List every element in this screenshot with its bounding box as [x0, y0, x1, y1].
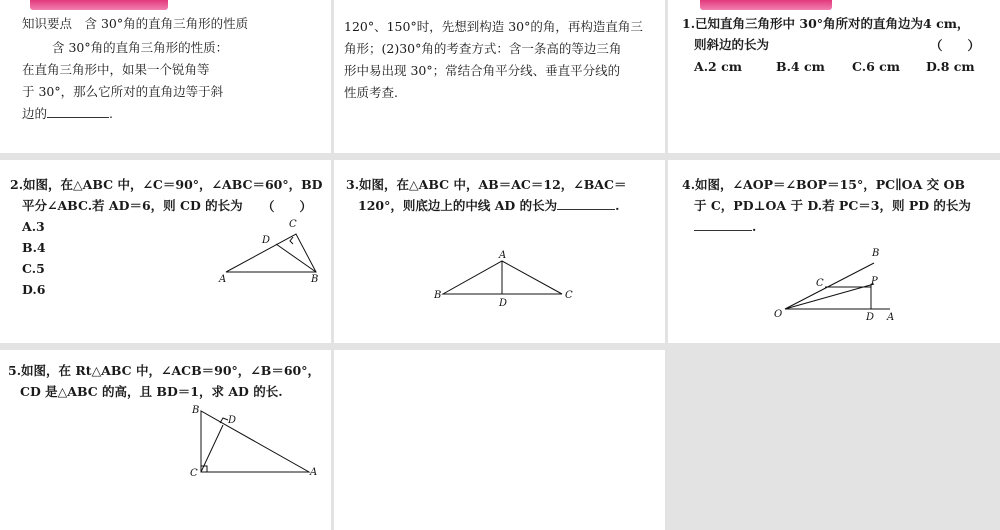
question-4-text: 4.如图，∠AOP＝∠BOP＝15°，PC∥OA 交 OB — [682, 177, 965, 192]
option-a[interactable]: A.3 — [22, 219, 45, 234]
answer-paren[interactable]: （ ） — [262, 199, 313, 214]
question-3-text: 120°，则底边上的中线 AD 的长为 . — [358, 198, 620, 213]
question-5-text: 5.如图，在 Rt△ABC 中，∠ACB＝90°，∠B＝60°， — [8, 363, 320, 378]
method-card — [334, 0, 665, 153]
label-c: C — [816, 278, 824, 289]
label-p: P — [871, 276, 878, 287]
triangle-figure — [334, 160, 665, 343]
option-b[interactable]: B.4 — [22, 240, 46, 255]
question-4-card — [668, 160, 1000, 343]
question-2-text: 2.如图，在△ABC 中，∠C＝90°，∠ABC＝60°，BD — [10, 177, 323, 192]
knowledge-title: 知识要点 含 30°角的直角三角形的性质 — [22, 16, 249, 31]
label-c: C — [565, 290, 573, 301]
triangle-figure — [0, 160, 331, 343]
label-b: B — [434, 290, 442, 301]
label-d: D — [262, 235, 271, 246]
section-banner — [30, 0, 168, 10]
label-d: D — [228, 415, 237, 426]
question-4-text: . — [694, 216, 756, 237]
option-c[interactable]: C.5 — [22, 261, 45, 276]
question-4-text: 于 C，PD⊥OA 于 D.若 PC＝3，则 PD 的长为 — [694, 198, 971, 213]
question-5-card — [0, 350, 331, 530]
option-c[interactable]: C.6 cm — [852, 59, 900, 74]
option-b[interactable]: B.4 cm — [776, 59, 825, 74]
method-text: 120°、150°时，先想到构造 30°的角，再构造直角三 — [344, 19, 643, 34]
method-text: 角形；(2)30°角的考查方式：含一条高的等边三角 — [344, 41, 622, 56]
knowledge-subtitle: 含 30°角的直角三角形的性质： — [52, 40, 229, 55]
label-d: D — [866, 312, 875, 323]
label-b: B — [192, 405, 200, 416]
knowledge-card — [0, 0, 331, 153]
angle-figure — [668, 160, 1000, 343]
question-1-text: 1.已知直角三角形中 30°角所对的直角边为4 cm， — [682, 16, 970, 31]
label-a: A — [310, 467, 318, 478]
label-a: A — [499, 250, 507, 261]
label-c: C — [289, 219, 297, 230]
option-d[interactable]: D.8 cm — [926, 59, 975, 74]
option-a[interactable]: A.2 cm — [694, 59, 742, 74]
label-a: A — [887, 312, 895, 323]
question-2-text: 平分∠ABC.若 AD＝6，则 CD 的长为 — [22, 198, 243, 213]
method-text: 性质考查. — [344, 85, 398, 100]
label-b: B — [311, 274, 319, 285]
label-b: B — [872, 248, 880, 259]
answer-paren[interactable]: （ ） — [930, 38, 981, 53]
knowledge-text: 在直角三角形中，如果一个锐角等 — [22, 62, 210, 77]
practice-card — [668, 0, 1000, 153]
empty-card — [334, 350, 665, 530]
knowledge-text: 于 30°，那么它所对的直角边等于斜 — [22, 84, 224, 99]
answer-blank[interactable] — [47, 117, 109, 118]
label-o: O — [774, 309, 783, 320]
method-text: 形中易出现 30°；常结合角平分线、垂直平分线的 — [344, 63, 621, 78]
label-a: A — [219, 274, 227, 285]
option-d[interactable]: D.6 — [22, 282, 46, 297]
question-5-text: CD 是△ABC 的高，且 BD＝1，求 AD 的长. — [20, 384, 283, 399]
question-3-card — [334, 160, 665, 343]
question-1-text: 则斜边的长为 — [694, 37, 770, 52]
question-2-card — [0, 160, 331, 343]
right-triangle-figure — [0, 350, 331, 530]
question-3-text: 3.如图，在△ABC 中，AB＝AC＝12，∠BAC＝ — [346, 177, 627, 192]
label-d: D — [499, 298, 508, 309]
knowledge-text: 边的 . — [22, 106, 113, 121]
section-banner — [700, 0, 832, 10]
label-c: C — [190, 468, 198, 479]
